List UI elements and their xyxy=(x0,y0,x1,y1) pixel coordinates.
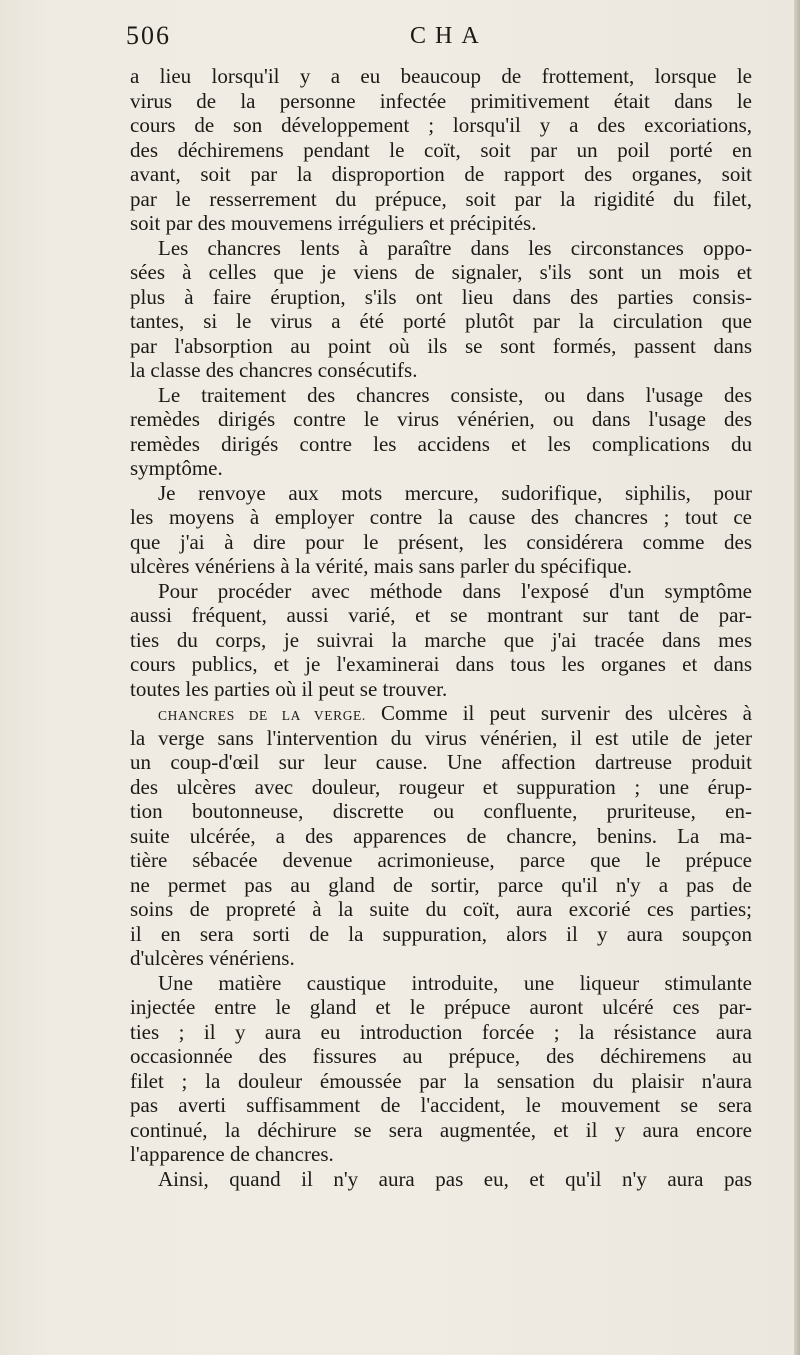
body-text xyxy=(130,64,752,1191)
text-line: la classe des chancres consécutifs. xyxy=(130,358,418,382)
running-head: CHA xyxy=(410,23,488,49)
text-line: tantes, si le virus a été porté plutôt par la circulation que xyxy=(130,309,752,333)
text-line: virus de la personne infectée primitivement était dans le xyxy=(130,88,752,113)
text-line: filet ; la douleur émoussée par la sensation du plaisir n'aura xyxy=(130,1068,752,1093)
text-line: pas averti suffisamment de l'accident, le mouvement se sera xyxy=(130,1093,752,1117)
text-line: ulcères vénériens à la vérité, mais sans parler du spécifique. xyxy=(130,554,633,578)
text-line: continué, la déchirure se sera augmentée, et il y aura encore xyxy=(130,1117,752,1142)
text-line: Le traitement des chancres consiste, ou dans l'usage des xyxy=(158,382,752,407)
text-line: a lieu lorsqu'il y a eu beaucoup de frottement, lorsque le xyxy=(130,64,752,88)
page-header xyxy=(126,12,766,60)
text-line: Pour procéder avec méthode dans l'exposé d'un symptôme xyxy=(158,578,752,603)
text-line: les moyens à employer contre la cause des chancres ; tout ce xyxy=(130,505,752,529)
text-line: avant, soit par la disproportion de rapport des organes, soit xyxy=(130,162,752,186)
text-line: un coup-d'œil sur leur cause. Une affection dartreuse produit xyxy=(130,750,752,774)
text-line: d'ulcères vénériens. xyxy=(130,946,295,970)
section-heading: CHANCRES DE LA VERGE. xyxy=(158,708,366,723)
text-line: Une matière caustique introduite, une liqueur stimulante xyxy=(158,970,752,995)
text-line: des ulcères avec douleur, rougeur et suppuration ; une érup- xyxy=(130,774,752,799)
text-line: soins de propreté à la suite du coït, aura excorié ces parties; xyxy=(130,897,752,921)
text-line: tion boutonneuse, discrette ou confluente, pruriteuse, en- xyxy=(130,799,752,823)
text-line: l'apparence de chancres. xyxy=(130,1142,334,1166)
text-line: il en sera sorti de la suppuration, alors il y aura soupçon xyxy=(130,921,752,946)
text-line: sées à celles que je viens de signaler, s'ils sont un mois et xyxy=(130,260,752,284)
text-line xyxy=(130,701,752,726)
text-run: Comme il peut survenir des ulcères à xyxy=(365,701,752,725)
text-line: soit par des mouvemens irréguliers et précipités. xyxy=(130,211,537,235)
text-line: la verge sans l'intervention du virus vénérien, il est utile de jeter xyxy=(130,725,752,750)
text-line: Ainsi, quand il n'y aura pas eu, et qu'il n'y aura pas xyxy=(158,1166,752,1191)
text-line: plus à faire éruption, s'ils ont lieu dans des parties consis- xyxy=(130,284,752,309)
text-line: Les chancres lents à paraître dans les circonstances oppo- xyxy=(158,235,752,260)
text-line: tière sébacée devenue acrimonieuse, parce que le prépuce xyxy=(130,848,752,872)
text-line: Je renvoye aux mots mercure, sudorifique, siphilis, pour xyxy=(158,480,752,505)
page-edge xyxy=(794,0,800,1355)
text-line: remèdes dirigés contre les accidens et les complications du xyxy=(130,431,752,456)
text-line: ties du corps, je suivrai la marche que j'ai tracée dans mes xyxy=(130,627,752,652)
text-line: injectée entre le gland et le prépuce auront ulcéré ces par- xyxy=(130,995,752,1019)
text-line: ties ; il y aura eu introduction forcée ; la résistance aura xyxy=(130,1019,752,1044)
text-line: par le resserrement du prépuce, soit par la rigidité du filet, xyxy=(130,186,752,211)
text-line: ne permet pas au gland de sortir, parce qu'il n'y a pas de xyxy=(130,872,752,897)
text-line: aussi fréquent, aussi varié, et se montrant sur tant de par- xyxy=(130,603,752,627)
text-line: occasionnée des fissures au prépuce, des déchiremens au xyxy=(130,1044,752,1068)
text-line: cours publics, et je l'examinerai dans tous les organes et dans xyxy=(130,652,752,676)
text-line: par l'absorption au point où ils se sont formés, passent dans xyxy=(130,333,752,358)
text-line: symptôme. xyxy=(130,456,223,480)
text-line: des déchiremens pendant le coït, soit par un poil porté en xyxy=(130,137,752,162)
text-line: suite ulcérée, a des apparences de chancre, benins. La ma- xyxy=(130,823,752,848)
text-line: toutes les parties où il peut se trouver. xyxy=(130,676,448,701)
text-line: que j'ai à dire pour le présent, les considérera comme des xyxy=(130,529,752,554)
text-line: cours de son développement ; lorsqu'il y a des excoriations, xyxy=(130,113,752,137)
page-number: 506 xyxy=(126,21,171,50)
text-line: remèdes dirigés contre le virus vénérien, ou dans l'usage des xyxy=(130,407,752,431)
